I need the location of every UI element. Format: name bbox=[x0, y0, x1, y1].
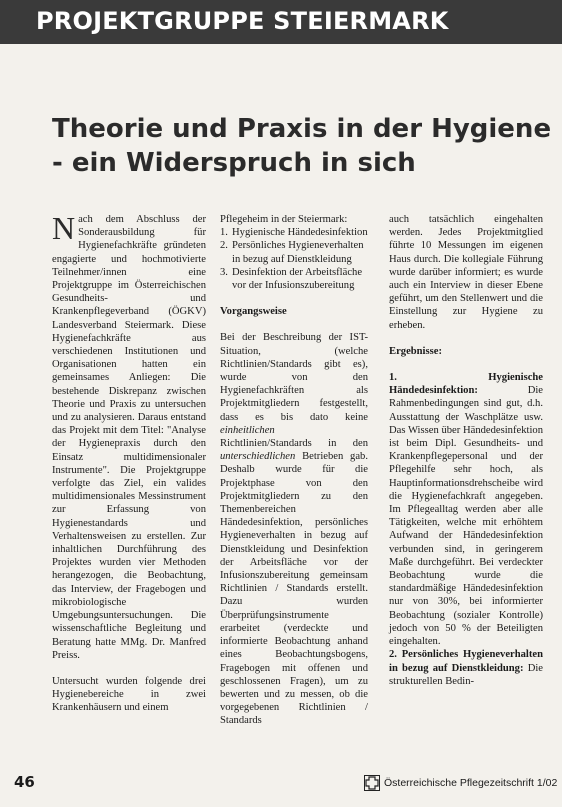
oegkv-cross-logo-icon bbox=[364, 775, 380, 791]
result-2-paragraph: 2. Persönliches Hygieneverhalten in bezug auf Dienstkleidung: Die strukturellen Bedin- bbox=[389, 649, 543, 687]
article-column-1 bbox=[52, 210, 206, 715]
headline-line-1: Theorie und Praxis in der Hygiene bbox=[52, 114, 552, 144]
list-item: 3. Desinfektion der Arbeitsfläche vor der Infusionszubereitung bbox=[220, 266, 363, 292]
intro-paragraph bbox=[52, 210, 206, 662]
method-paragraph: Bei der Beschreibung der IST-Situation, (welche Richtlinien/Standards gibt es), wurde von den Hygienefachkräften als Projektmitgliedern festgestellt, dass es bis dato keine einheitlichen Richtlinien/Standards in den unterschiedlichen Betrieben gab. Deshalb wurde für die Projektphase von den Projektmitgliedern zu den Themenbereichen Händedesinfektion, persönliches Hygieneverhalten in bezug auf Dienstkleidung und Desinfektion der Arbeitsfläche vor der Infusionszubereitung gemeinsam Richtlinien / Standards erstellt. Dazu wurden Überprüfungsinstrumente erarbeitet (verdeckte und informierte Beobachtung anhand eines Beobachtungsbogens, Fragebogen mit offenen und geschlossenen Fragen), um zu bewerten und zu messen, ob die vorgegebenen Richtlinien / Standards bbox=[220, 332, 368, 727]
subheading-ergebnisse: Ergebnisse: bbox=[389, 345, 442, 357]
continuation-paragraph: auch tatsächlich eingehalten werden. Jedes Projektmitglied führte 10 Messungen im eigenen Haus durch. Die kollegiale Führung wurde darüber informiert; es wurde auch ein Interview in dieser Ebene geführt, um den Stellenwert und die Einstellung zur Hygiene zu erheben. bbox=[389, 214, 543, 331]
article-headline bbox=[52, 112, 562, 180]
list-item: 1. Hygienische Händedesinfektion bbox=[220, 227, 368, 239]
study-intro: Pflegeheim in der Steiermark: bbox=[220, 214, 348, 225]
list-item: 2. Persönliches Hygieneverhalten in bezug auf Dienstkleidung bbox=[220, 240, 364, 265]
page-number: 46 bbox=[14, 773, 35, 791]
journal-name: Österreichische Pflegezeitschrift 1/02 bbox=[384, 777, 558, 789]
section-title: PROJEKTGRUPPE STEIERMARK bbox=[36, 7, 449, 35]
intro-text: ach dem Abschluss der Sonderausbildung für Hygienefachkräfte gründeten engagierte und hochmotivierte Teilnehmer/innen eine Projektgruppe im Österreichischen Gesundheits- und Krankenpflegeverband (ÖGKV) Landesverband Steiermark. Diese Hygienefachkräfte aus verschiedenen Institutionen und Organisationen hatten ein gemeinsames Anliegen: Die bestehende Diskrepanz zwischen Theorie und Praxis zu untersuchen und zu analysieren. Daraus entstand das Projekt mit dem Titel: "Analyse der Hygienepraxis durch den Einsatz multidimensionaler Instrumente". Die Projektgruppe verfolgte das Ziel, ein valides multidimensionales Messinstrument zur Erfassung von Hygienestandards und Verhaltensweisen zu erstellen. Zur inhaltlichen Durchführung des Projektes wurden vier Methoden herangezogen, die Beobachtung, das Interview, der Fragebogen und mikrobiologische Umgebungsuntersuchungen. Die wissenschaftliche Begleitung und Beratung hatte MMg. Dr. Manfred Preiss. bbox=[52, 214, 206, 661]
article-column-2 bbox=[220, 213, 368, 728]
drop-cap: N bbox=[52, 210, 76, 246]
subheading-vorgangsweise: Vorgangsweise bbox=[220, 306, 287, 318]
result-1-paragraph: 1. Hygienische Händedesinfektion: Die Rahmenbedingungen sind gut, d.h. Ausstattung der Waschplätze usw. Das Wissen über Händedesinfektion ist beim Dipl. Gesundheits- und Krankenpflegepersonal und der Pflegehilfe sehr hoch, als Hauptinformationsdrehscheibe wird die Hygienefachkraft angegeben. Im Pflegealltag werden aber alle Tätigkeiten, welche mit erhöhtem Aufwand der Händedesinfektion verbunden sind, in geringerem Maße durchgeführt. Bei verdeckter Beobachtung wurde die standardmäßige Händedesinfektion nur von 30%, bei informierter Beobachtung (sozialer Kontrolle) jedoch von 50 % der Beteiligten eingehalten. bbox=[389, 372, 543, 648]
headline-line-2: - ein Widerspruch in sich bbox=[52, 148, 416, 178]
study-paragraph: Untersucht wurden folgende drei Hygienebereiche in zwei Krankenhäusern und einem bbox=[52, 675, 206, 714]
hygiene-area-list bbox=[220, 226, 368, 292]
section-banner bbox=[0, 0, 562, 44]
article-column-3 bbox=[389, 213, 543, 688]
